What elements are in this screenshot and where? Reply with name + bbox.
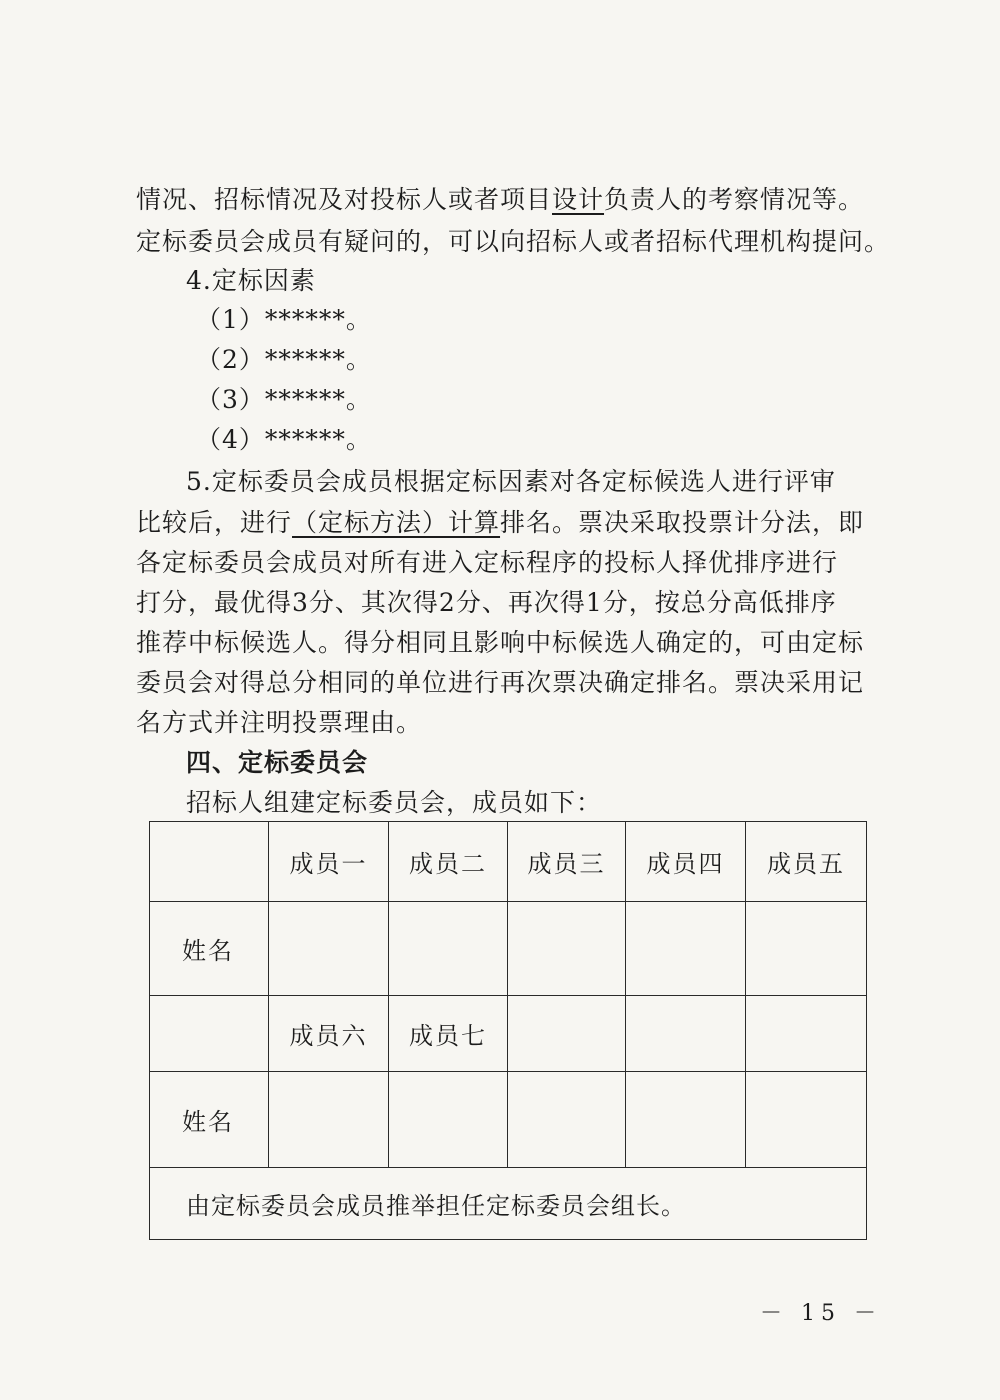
paragraph-5-line-6: 委员会对得总分相同的单位进行再次票决确定排名。票决采用记: [136, 668, 865, 697]
factors-title: 4.定标因素: [186, 266, 316, 295]
factor-item-2: （2）******。: [196, 345, 372, 374]
table-cell-empty: [746, 1072, 867, 1168]
table-row: [150, 822, 867, 902]
table-footnote: 由定标委员会成员推举担任定标委员会组长。: [150, 1168, 867, 1240]
page-number: － 15 －: [760, 1301, 882, 1326]
table-cell-empty: [508, 1072, 626, 1168]
factor-item-1: （1）******。: [196, 305, 372, 334]
body-line-1-text-b: 负责人的考察情况等。: [604, 185, 865, 214]
section-intro: 招标人组建定标委员会，成员如下：: [186, 788, 603, 817]
member-header-3: 成员三: [508, 822, 626, 902]
table-row: [150, 1168, 867, 1240]
body-line-1: [136, 180, 896, 220]
paragraph-5-line-2: [136, 503, 896, 543]
name-cell-7[interactable]: [389, 1072, 508, 1168]
name-cell-6[interactable]: [269, 1072, 389, 1168]
table-cell-empty: [746, 996, 867, 1072]
table-row: [150, 996, 867, 1072]
table-row: [150, 1072, 867, 1168]
table-cell-empty: [508, 996, 626, 1072]
table-cell-empty: [626, 1072, 746, 1168]
table-cell-empty: [150, 822, 269, 902]
member-header-1: 成员一: [269, 822, 389, 902]
underlined-method: （定标方法）计算: [292, 508, 501, 537]
name-label: 姓名: [150, 1072, 269, 1168]
members-table: [149, 821, 867, 1240]
paragraph-5-line-5: 推荐中标候选人。得分相同且影响中标候选人确定的，可由定标: [136, 628, 865, 657]
table-cell-empty: [626, 996, 746, 1072]
underlined-design: 设计: [552, 185, 605, 214]
name-cell-5[interactable]: [746, 902, 867, 996]
name-cell-4[interactable]: [626, 902, 746, 996]
paragraph-5-line-3: 各定标委员会成员对所有进入定标程序的投标人择优排序进行: [136, 548, 839, 577]
member-header-2: 成员二: [389, 822, 508, 902]
name-cell-1[interactable]: [269, 902, 389, 996]
paragraph-5-line-2-text-b: 排名。票决采取投票计分法，即: [500, 508, 865, 537]
factor-item-4: （4）******。: [196, 425, 372, 454]
paragraph-5-line-7: 名方式并注明投票理由。: [136, 708, 423, 737]
member-header-7: 成员七: [389, 996, 508, 1072]
member-header-4: 成员四: [626, 822, 746, 902]
paragraph-5-line-1: 5.定标委员会成员根据定标因素对各定标候选人进行评审: [186, 467, 836, 496]
table-row: [150, 902, 867, 996]
table-cell-empty: [150, 996, 269, 1072]
factor-item-3: （3）******。: [196, 385, 372, 414]
member-header-6: 成员六: [269, 996, 389, 1072]
name-cell-3[interactable]: [508, 902, 626, 996]
member-header-5: 成员五: [746, 822, 867, 902]
paragraph-5-line-4: 打分，最优得3分、其次得2分、再次得1分，按总分高低排序: [136, 588, 837, 617]
name-cell-2[interactable]: [389, 902, 508, 996]
body-line-1-text-a: 情况、招标情况及对投标人或者项目: [136, 185, 553, 214]
name-label: 姓名: [150, 902, 269, 996]
body-line-2: 定标委员会成员有疑问的，可以向招标人或者招标代理机构提问。: [136, 227, 891, 256]
paragraph-5-line-2-text-a: 比较后，进行: [136, 508, 293, 537]
section-heading: 四、定标委员会: [186, 748, 369, 777]
